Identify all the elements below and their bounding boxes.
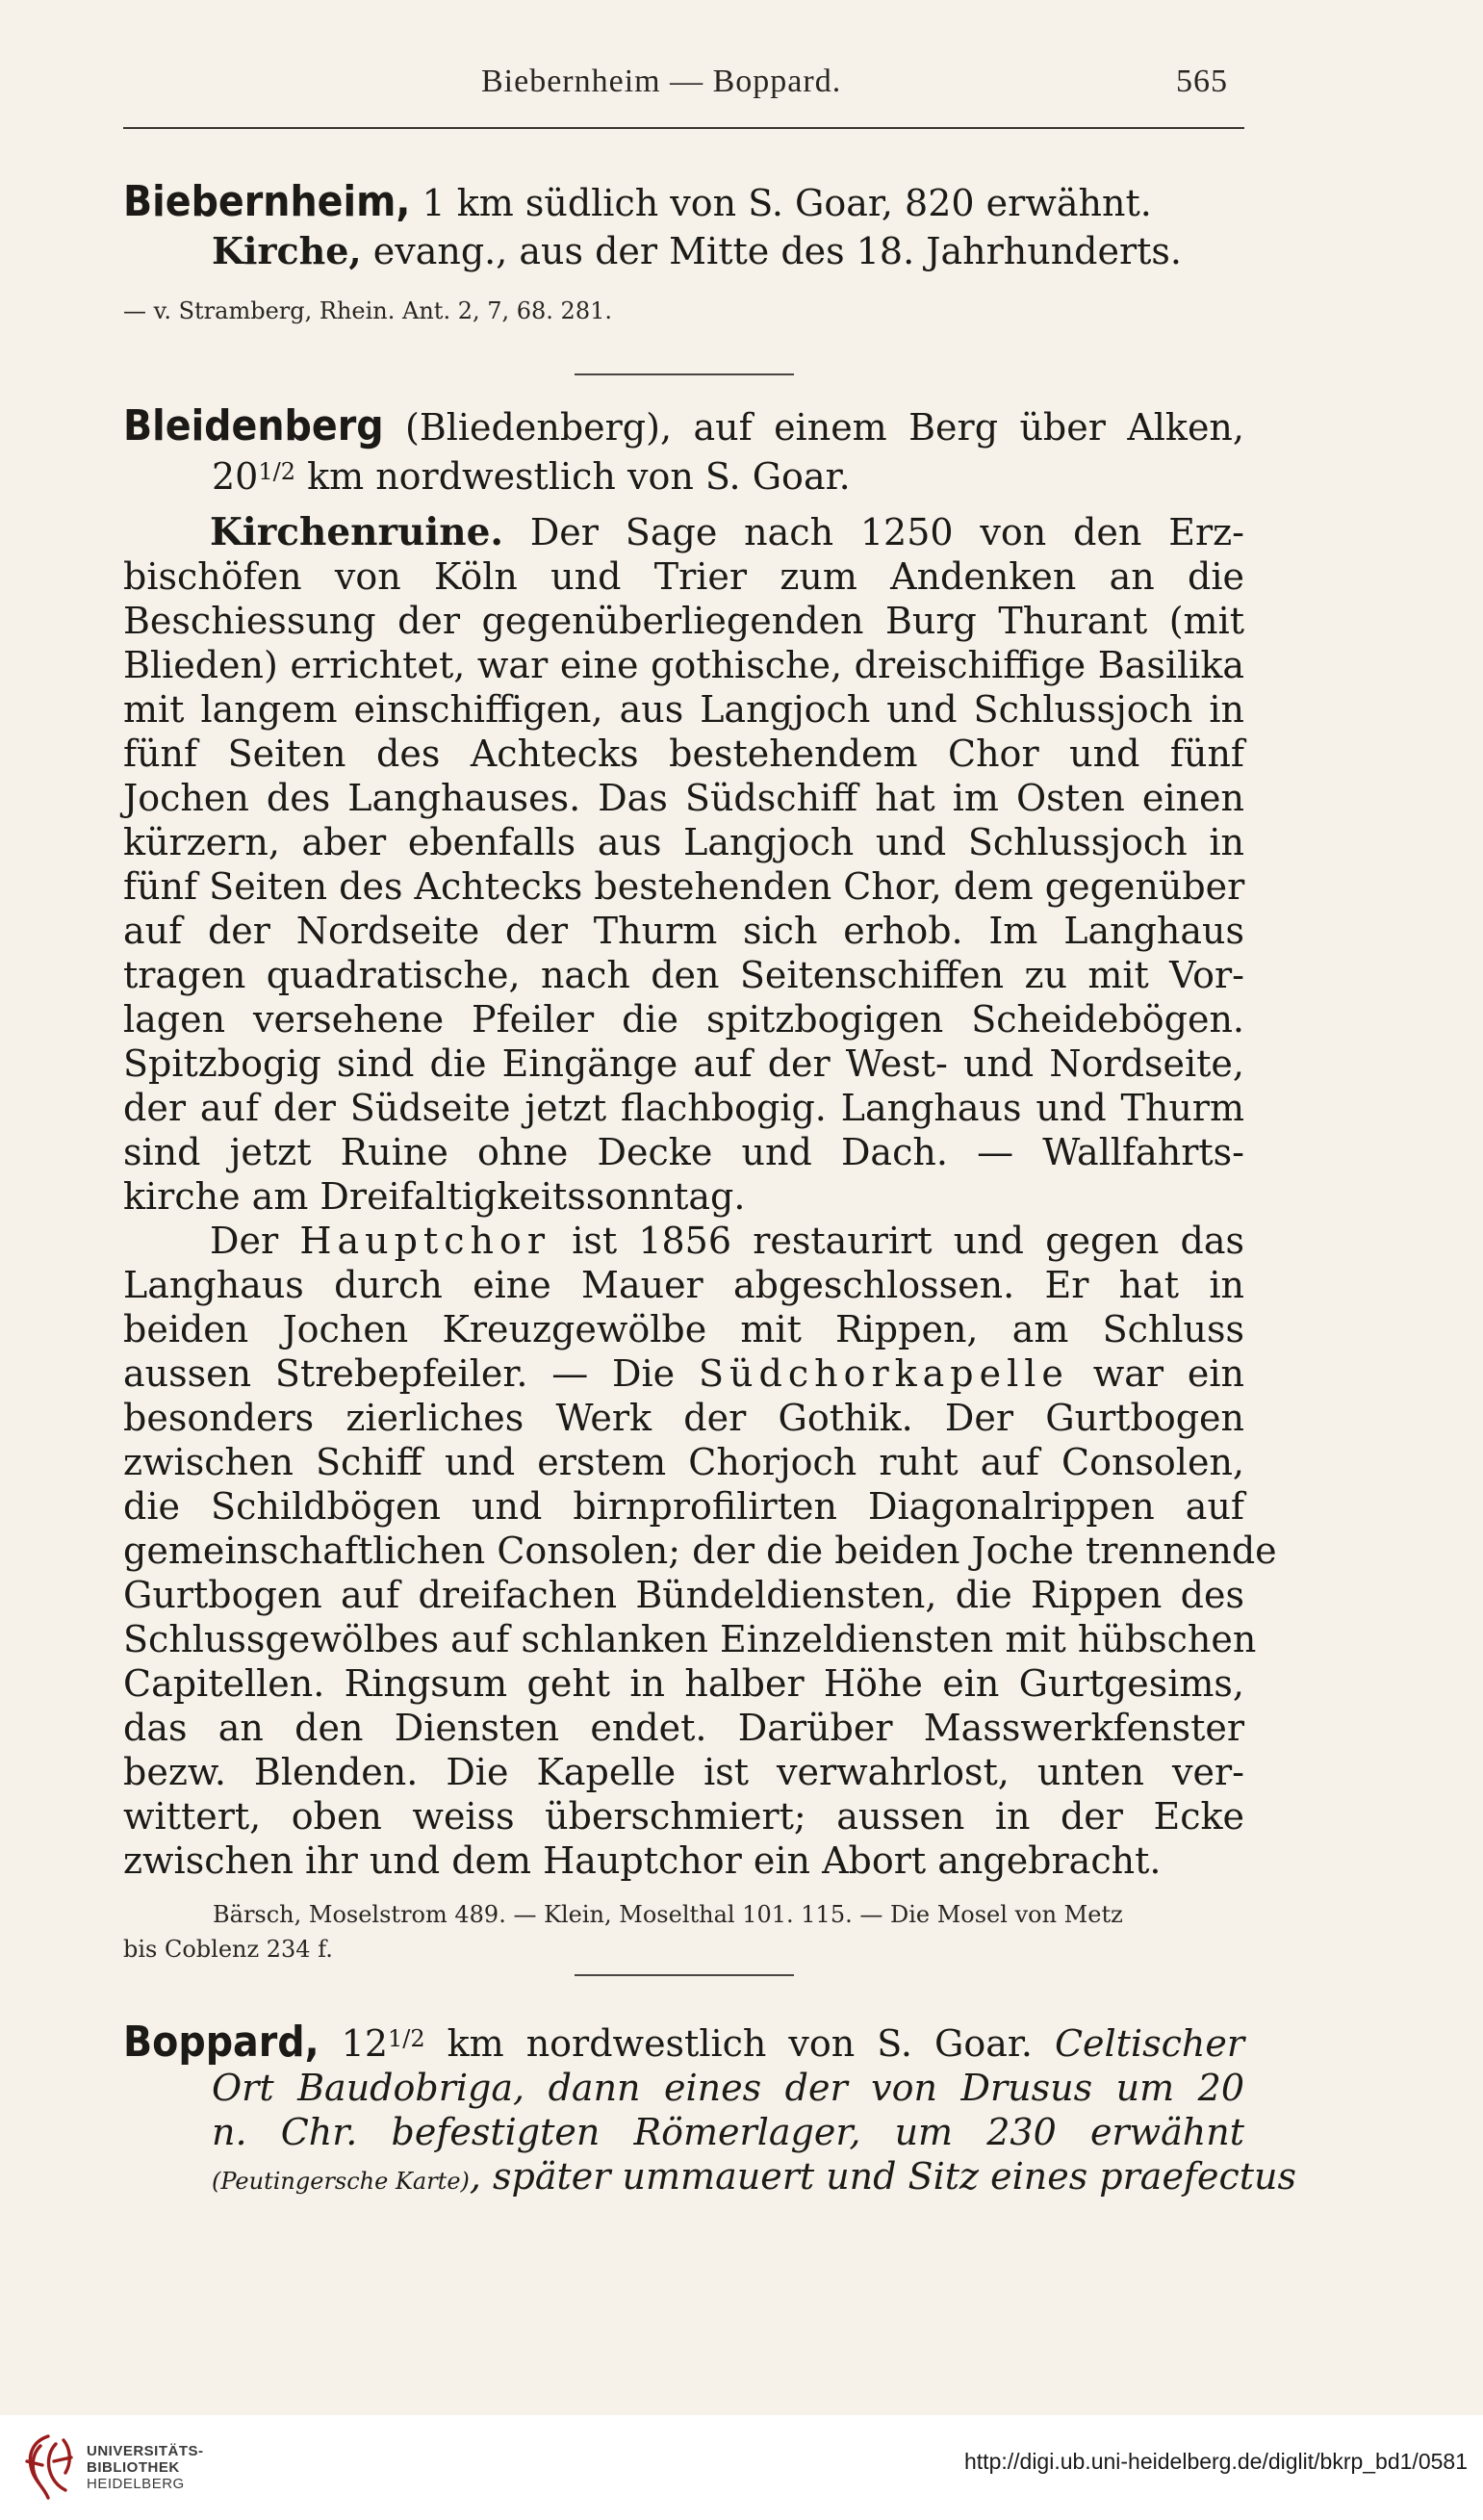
text-line: das an den Diensten endet. Darüber Masswerkfenster [123,1707,1244,1749]
text-line: Der Hauptchor ist 1856 restaurirt und gegen das [210,1220,1244,1262]
text-line: wittert, oben weiss überschmiert; aussen in der Ecke [123,1795,1244,1838]
boppard-line-2: Ort Baudobriga, dann eines der von Drusus um 20 [212,2067,1244,2109]
entry-heading-bleidenberg: Bleidenberg [123,401,384,450]
text-line: Capitellen. Ringsum geht in halber Höhe ein Gurtgesims, [123,1662,1244,1705]
entry-heading-boppard: Boppard, [123,2018,320,2067]
text-line: Gurtbogen auf dreifachen Bündeldiensten, die Rippen des [123,1574,1244,1616]
text-line: kürzern, aber ebenfalls aus Langjoch und Schlussjoch in [123,821,1244,863]
permalink-url[interactable]: http://digi.ub.uni-heidelberg.de/diglit/bkrp_bd1/0581 [964,2449,1468,2474]
text-line: aussen Strebepfeiler. — Die Südchorkapelle war ein [123,1352,1245,1395]
text-line: besonders zierliches Werk der Gothik. Der Gurtbogen [123,1397,1244,1439]
text-line: zwischen Schiff und erstem Chorjoch ruht auf Consolen, [123,1441,1244,1483]
text-line: fünf Seiten des Achtecks bestehendem Chor und fünf [123,733,1244,775]
text-line: der auf der Südseite jetzt flachbogig. Langhaus und Thurm [123,1087,1244,1129]
biebernheim-reference: — v. Stramberg, Rhein. Ant. 2, 7, 68. 281. [123,297,612,324]
biebernheim-line-2: Kirche, evang., aus der Mitte des 18. Jahrhunderts. [212,229,1183,272]
text-line: Blieden) errichtet, war eine gothische, dreischiffige Basilika [123,644,1244,686]
page-number: 565 [1176,64,1228,99]
entry-boppard [123,2017,1297,2203]
separator-rule [575,1974,794,1976]
text-line: mit langem einschiffigen, aus Langjoch und Schlussjoch in [123,688,1244,731]
entry-biebernheim [123,177,1244,273]
text-line: gemeinschaftlichen Consolen; der die beiden Joche trennende [123,1530,1277,1572]
text-line: lagen versehene Pfeiler die spitzbogigen Scheidebögen. [123,998,1244,1041]
text-line: fünf Seiten des Achtecks bestehenden Chor, dem gegenüber [123,865,1245,908]
boppard-line-1: Boppard, $12^{1/2}$ km nordwestlich von S. Goar. Celtischer [123,2018,1244,2067]
text-line: beiden Jochen Kreuzgewölbe mit Rippen, am Schluss [123,1308,1244,1350]
text-line: die Schildbögen und birnprofilirten Diagonalrippen auf [123,1485,1244,1528]
separator-rule [575,373,794,375]
boppard-line-4: (Peutingersche Karte), später ummauert und Sitz eines praefectus [212,2155,1297,2198]
ref-peutinger: (Peutingersche Karte) [212,2168,470,2195]
text-line: kirche am Dreifaltigkeitssonntag. [123,1175,746,1218]
text-line: tragen quadratische, nach den Seitenschiffen zu mit Vor- [123,954,1244,996]
text-line: sind jetzt Ruine ohne Decke und Dach. — Wallfahrts- [123,1131,1244,1173]
text-line: bezw. Blenden. Die Kapelle ist verwahrlost, unten ver- [123,1751,1244,1793]
bleidenberg-reference: Bärsch, Moselstrom 489. — Klein, Moselthal 101. 115. — Die Mosel von Metz bis Coblenz 234 f. [123,1901,1123,1963]
bleidenberg-line-1: Bleidenberg (Bliedenberg), auf einem Berg über Alken, [123,401,1244,450]
header-rule [123,127,1244,129]
entry-heading-biebernheim: Biebernheim, [123,177,411,226]
library-name: UNIVERSITÄTS- BIBLIOTHEK HEIDELBERG [87,2443,204,2492]
text-line: Langhaus durch eine Mauer abgeschlossen. Er hat in [123,1264,1244,1306]
text-line: Spitzbogig sind die Eingänge auf der West- und Nordseite, [123,1042,1244,1085]
text-line: Beschiessung der gegenüberliegenden Burg Thurant (mit [123,600,1244,642]
running-head-title: Biebernheim — Boppard. [481,64,842,99]
bleidenberg-line-2: $20^{1/2}$ km nordwestlich von S. Goar. [212,455,851,498]
term-hauptchor: Hauptchor [299,1220,550,1262]
text-line: Kirchenruine. Der Sage nach 1250 von den Erz- [210,510,1244,554]
boppard-line-3: n. Chr. befestigten Römerlager, um 230 erwähnt [212,2111,1244,2153]
biebernheim-line-1: Biebernheim, 1 km südlich von S. Goar, 820 erwähnt. [123,177,1152,226]
text-line: Schlussgewölbes auf schlanken Einzeldiensten mit hübschen [123,1618,1257,1660]
library-logo-icon [19,2432,77,2502]
text-line: auf der Nordseite der Thurm sich erhob. Im Langhaus [123,910,1244,952]
term-kirchenruine: Kirchenruine. [210,510,503,554]
term-kirche: Kirche, [212,229,362,272]
term-suedchorkapelle: Südchorkapelle [698,1352,1069,1395]
text-line: zwischen ihr und dem Hauptchor ein Abort angebracht. [123,1839,1162,1882]
bleidenberg-body [123,510,1277,1883]
text-line: Jochen des Langhauses. Das Südschiff hat im Osten einen [123,777,1244,819]
text-line: bischöfen von Köln und Trier zum Andenken an die [123,555,1244,598]
entry-bleidenberg [123,401,1244,499]
